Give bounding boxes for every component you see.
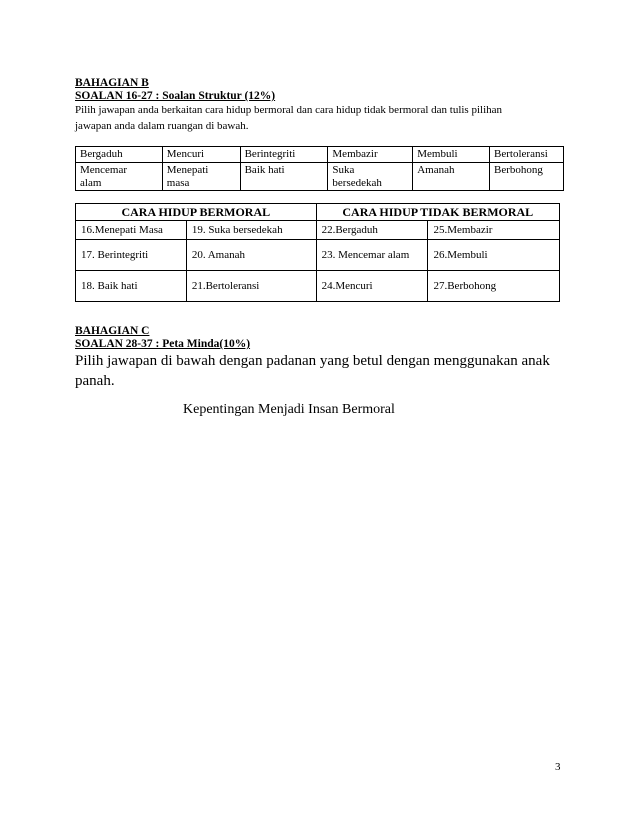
word-text: Mencemar	[80, 164, 128, 176]
answer-cell: 25.Membazir	[428, 221, 560, 240]
word-cell	[413, 147, 490, 163]
answer-row	[76, 221, 560, 240]
answer-cell: 23. Mencemar alam	[316, 240, 428, 271]
word-cell	[162, 163, 240, 191]
page-number: 3	[555, 761, 561, 773]
answer-cell: 27.Berbohong	[428, 271, 560, 302]
word-text: Menepati	[166, 164, 209, 176]
header-moral: CARA HIDUP BERMORAL	[76, 204, 317, 221]
answer-cell: 17. Berintegriti	[76, 240, 187, 271]
answer-row	[76, 271, 560, 302]
answer-cell: 21.Bertoleransi	[186, 271, 316, 302]
word-cell	[413, 163, 490, 191]
word-text: alam	[80, 177, 102, 189]
word-cell	[328, 147, 413, 163]
word-text: Bertoleransi	[494, 148, 548, 160]
word-cell	[76, 147, 163, 163]
answer-table	[75, 203, 560, 302]
word-row	[76, 147, 564, 163]
section-c-instruction-line1: Pilih jawapan di bawah dengan padanan yang betul dengan menggunakan anak	[75, 353, 550, 369]
word-text: Baik hati	[244, 164, 285, 176]
word-cell	[490, 163, 564, 191]
word-text: Berintegriti	[244, 148, 296, 160]
answer-cell: 16.Menepati Masa	[76, 221, 187, 240]
word-text: Bergaduh	[80, 148, 123, 160]
word-text: Amanah	[417, 164, 455, 176]
mind-map-topic: Kepentingan Menjadi Insan Bermoral	[183, 402, 395, 417]
section-b-heading: BAHAGIAN B	[75, 77, 149, 89]
answer-cell: 22.Bergaduh	[316, 221, 428, 240]
section-c-subheading: SOALAN 28-37 : Peta Minda(10%)	[75, 338, 251, 350]
word-cell	[240, 163, 328, 191]
word-text: bersedekah	[332, 177, 382, 189]
answer-cell: 19. Suka bersedekah	[186, 221, 316, 240]
section-b-instruction-line1: Pilih jawapan anda berkaitan cara hidup bermoral dan cara hidup tidak bermoral dan tulis pilihan	[75, 104, 503, 116]
word-cell	[240, 147, 328, 163]
section-c-heading: BAHAGIAN C	[75, 325, 150, 337]
section-b-subheading: SOALAN 16-27 : Soalan Struktur (12%)	[75, 90, 276, 102]
word-text: masa	[166, 177, 190, 189]
word-cell	[328, 163, 413, 191]
word-text: Berbohong	[494, 164, 543, 176]
word-row	[76, 163, 564, 191]
answer-cell: 20. Amanah	[186, 240, 316, 271]
answer-row	[76, 240, 560, 271]
answer-cell: 24.Mencuri	[316, 271, 428, 302]
answer-cell: 18. Baik hati	[76, 271, 187, 302]
word-cell	[76, 163, 163, 191]
word-cell	[162, 147, 240, 163]
word-text: Mencuri	[166, 148, 205, 160]
section-b-instruction-line2: jawapan anda dalam ruangan di bawah.	[75, 120, 249, 132]
word-text: Membazir	[332, 148, 378, 160]
header-not-moral: CARA HIDUP TIDAK BERMORAL	[316, 204, 559, 221]
word-text: Suka	[332, 164, 355, 176]
word-choices-table	[75, 146, 564, 191]
answer-cell: 26.Membuli	[428, 240, 560, 271]
word-cell	[490, 147, 564, 163]
section-c-instruction-line2: panah.	[75, 373, 115, 389]
word-text: Membuli	[417, 148, 458, 160]
